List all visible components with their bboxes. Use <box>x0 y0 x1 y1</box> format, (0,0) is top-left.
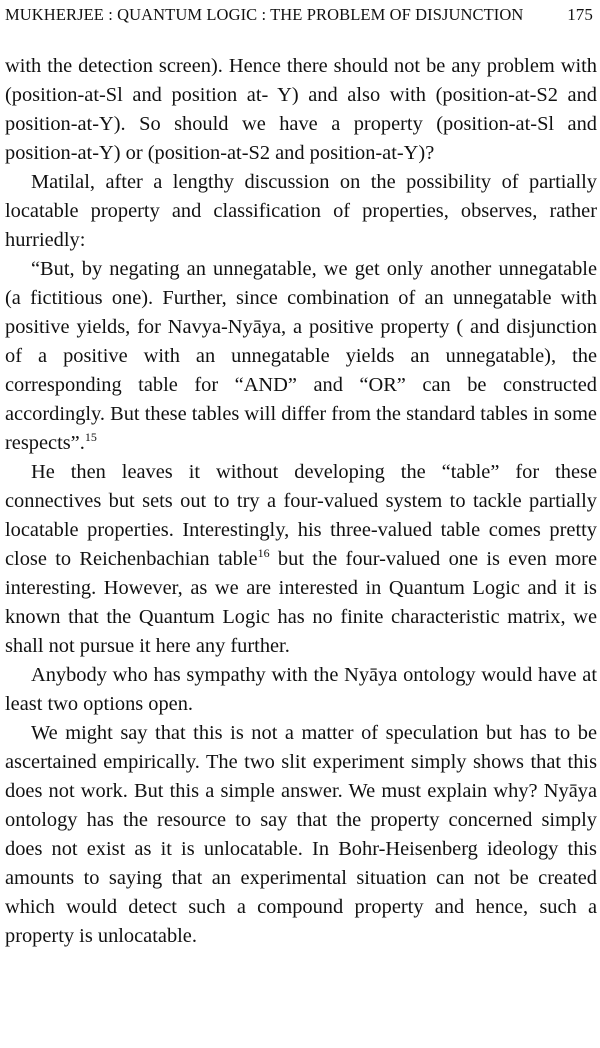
body-text <box>5 52 597 951</box>
paragraph-text: Matilal, after a lengthy discussion on the possibility of partially locatable property and classification of properties, observes, rather hurriedly: <box>5 171 597 251</box>
quotation-paragraph <box>5 255 597 458</box>
paragraph-text: We might say that this is not a matter of speculation but has to be ascertained empirically. The two slit experiment simply shows that this does not work. But this a simple answer. We must explain why? Nyāya ontology has the resource to say that the property concerned simply does not exist as it is unlocatable. In Bohr-Heisenberg ideology this amounts to saying that an experimental situation can not be created which would detect such a compound property and hence, such a property is unlocatable. <box>5 722 597 947</box>
footnote-ref-15[interactable]: 15 <box>84 430 97 445</box>
paragraph <box>5 458 597 661</box>
paragraph <box>5 168 597 255</box>
paragraph-text: but the four-valued one is even more interesting. However, as we are interested in Quantum Logic and it is known that the Quantum Logic has no finite characteristic matrix, we shall not pursue it here any further. <box>5 548 597 657</box>
page-number: 175 <box>567 5 593 24</box>
running-head <box>5 4 593 28</box>
paragraph <box>5 661 597 719</box>
running-title: MUKHERJEE : QUANTUM LOGIC : THE PROBLEM OF DISJUNCTION <box>5 5 524 24</box>
paragraph-text: with the detection screen). Hence there should not be any problem with (position-at-Sl and position at- Y) and also with (position-at-S2 and position-at-Y). So should we have a property (position-at-Sl and position-at-Y) or (position-at-S2 and position-at-Y)? <box>5 55 597 164</box>
paragraph-text: “But, by negating an unnegatable, we get only another unnegatable (a fictitious one). Further, since combination of an unnegatable with positive yields, for Navya-Nyāya, a positive property ( and disjunction of a positive with an unnegatable yields an unnegatable), the corresponding table for “AND” and “OR” can be constructed accordingly. But these tables will differ from the standard tables in some respects”. <box>5 258 597 454</box>
paragraph <box>5 719 597 951</box>
paragraph-continuation <box>5 52 597 168</box>
paragraph-text: He then leaves it without developing the “table” for these connectives but sets out to try a four-valued system to tackle partially locatable properties. Interestingly, his three-valued table comes pretty close to Reichenbachian table <box>5 461 597 570</box>
paragraph-text: Anybody who has sympathy with the Nyāya ontology would have at least two options open. <box>5 664 597 715</box>
footnote-ref-16[interactable]: 16 <box>257 546 270 561</box>
